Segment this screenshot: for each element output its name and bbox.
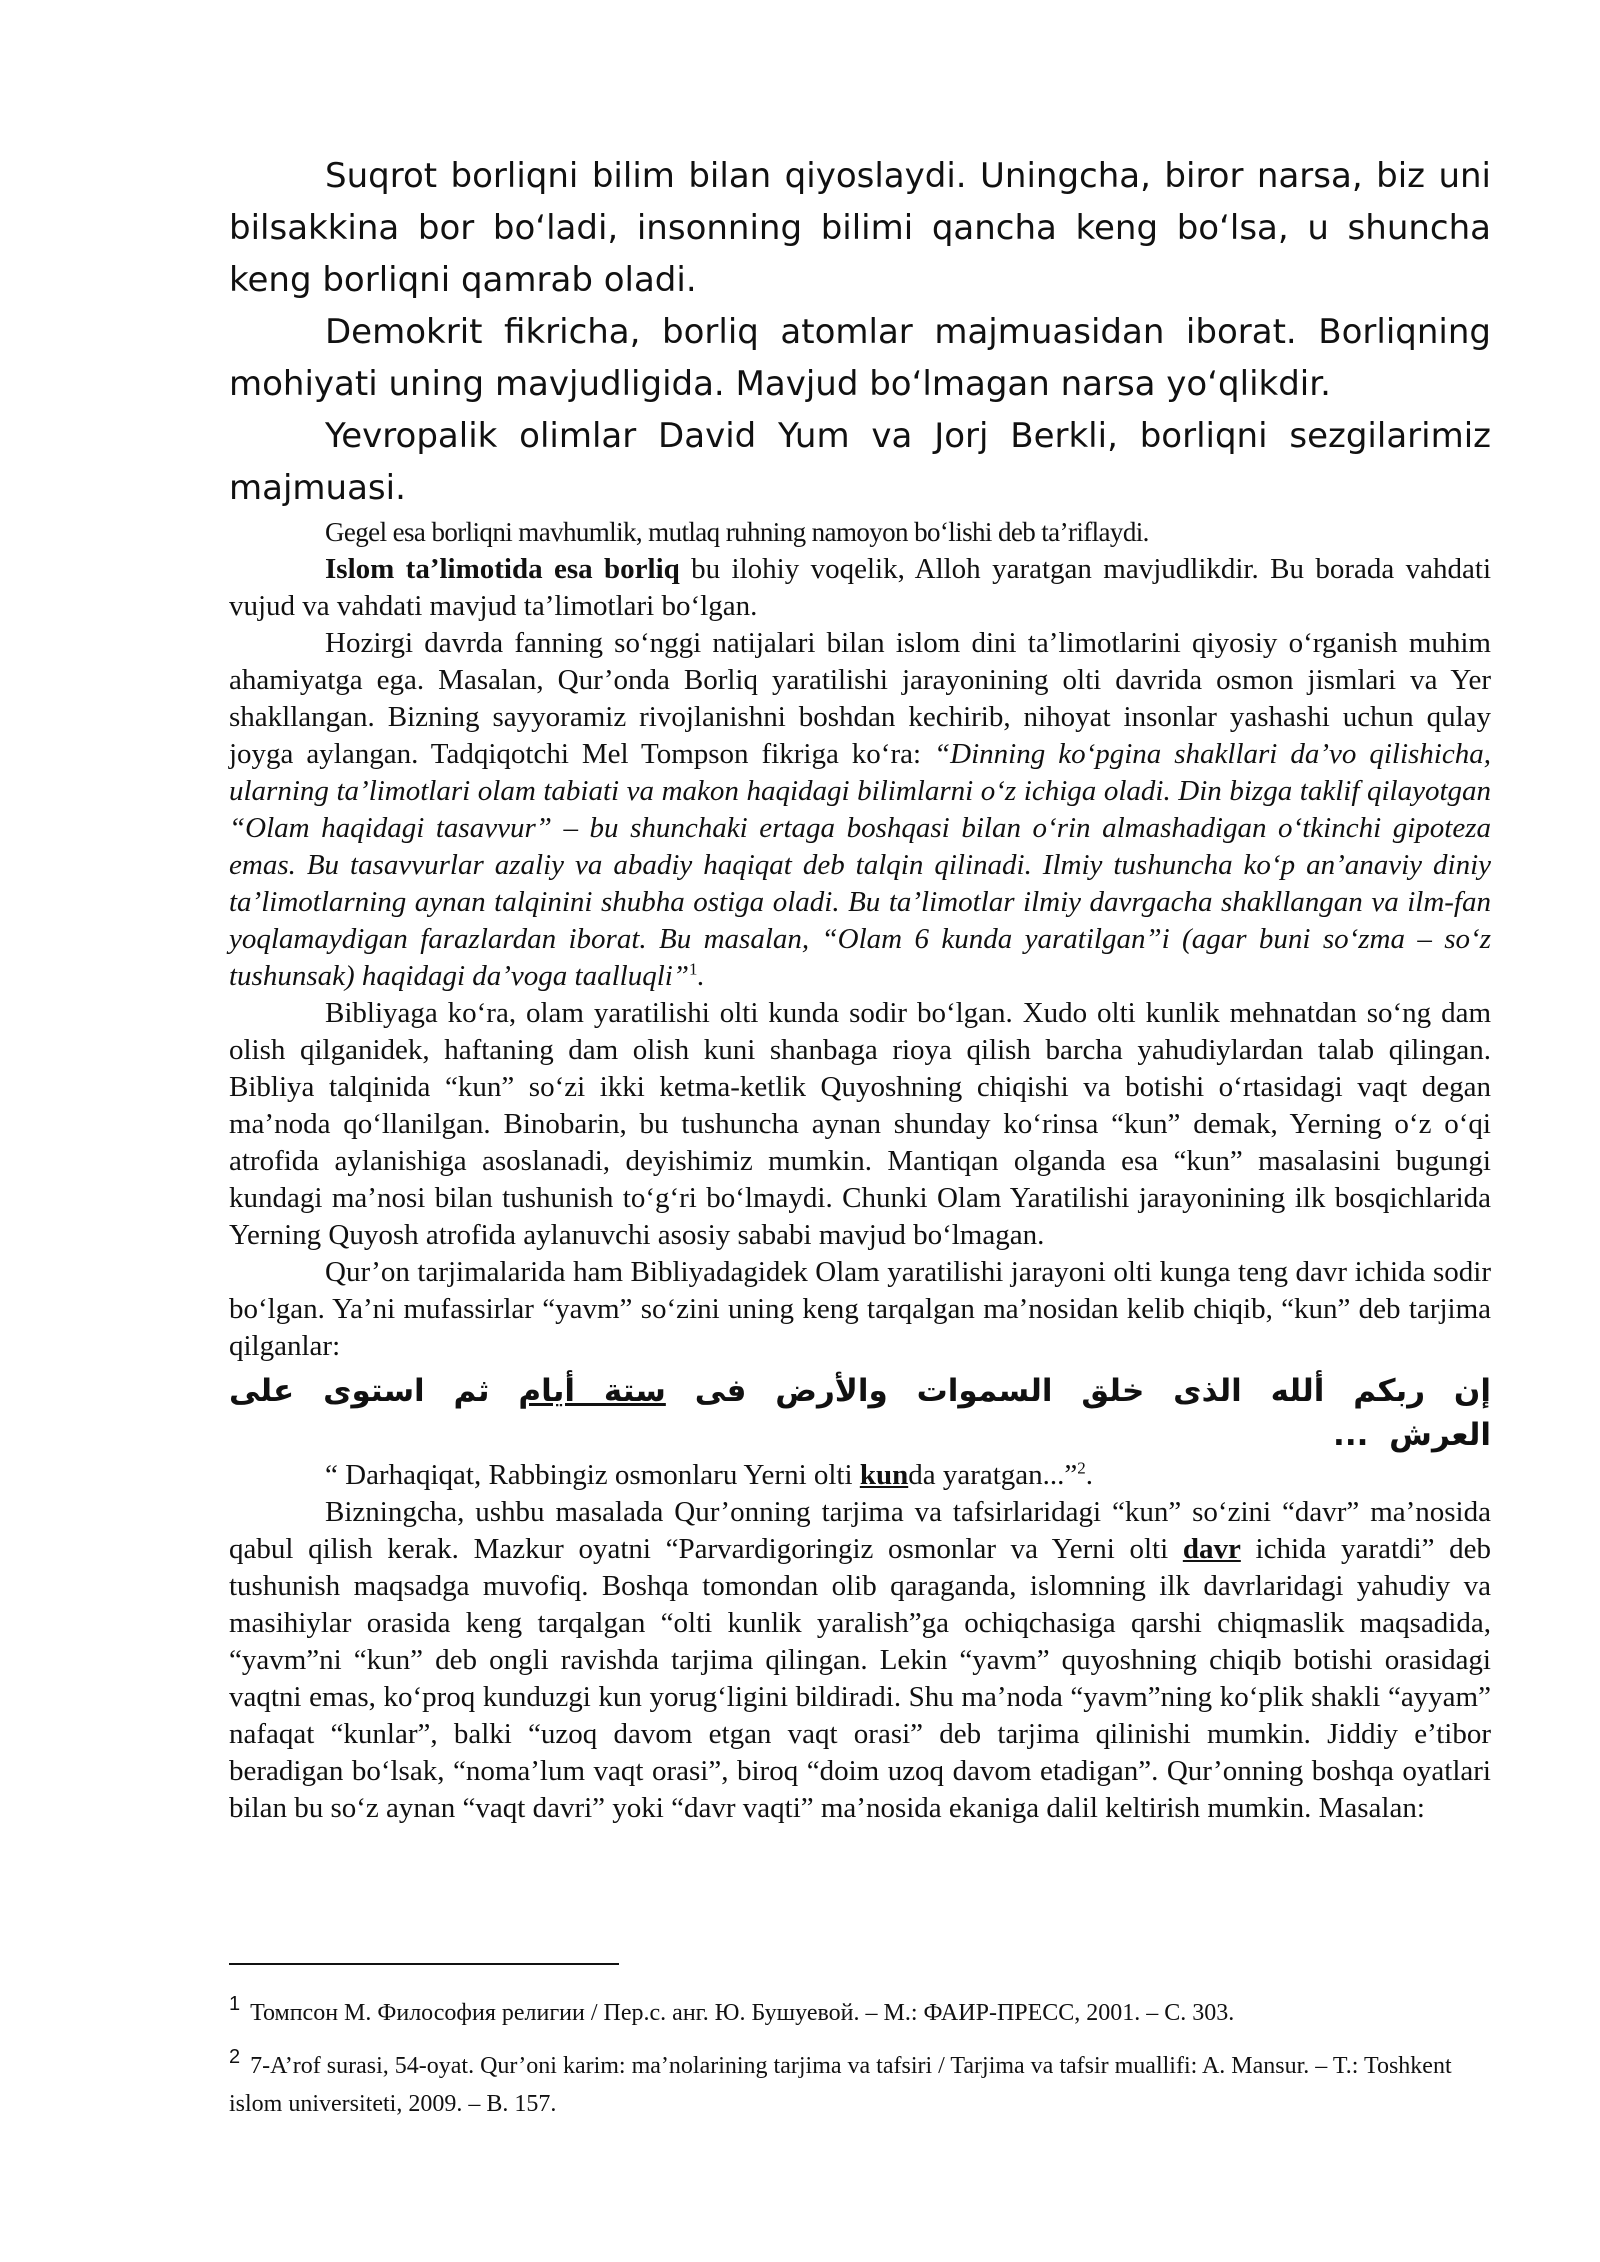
paragraph-islom: Islom ta’limotida esa borliq bu ilohiy voqelik, Alloh yaratgan mavjudlikdir. Bu borada vahdati vujud va vahdati mavjud ta’limotlari bo‘lgan. xyxy=(229,553,1491,622)
paragraph-suqrot: Suqrot borliqni bilim bilan qiyoslaydi. Uningcha, biror narsa, biz uni bilsakkina bor bo‘ladi, insonning bilimi qancha keng bo‘lsa, u shuncha keng borliqni qamrab oladi. xyxy=(229,156,1491,300)
paragraph-hozirgi: Hozirgi davrda fanning so‘nggi natijalari bilan islom dini ta’limotlarini qiyosiy o‘rganish muhim ahamiyatga ega. Masalan, Qur’onda Borliq yaratilishi jarayonining olti davrida osmon jismlari va Yer shakllangan. Bizning sayyoramiz rivojlanishni boshdan kechirib, nihoyat insonlar yashashi uchun qulay joyga aylangan. Tadqiqotchi Mel Tompson fikriga ko‘ra: “Dinning ko‘pgina shakllari da’vo qilishicha, ularning ta’limotlari olam tabiati va makon haqidagi bilimlarni o‘z ichiga oladi. Din bizga taklif qilayotgan “Olam haqidagi tasavvur” – bu shunchaki ertaga boshqasi bilan o‘rin almashadigan o‘tkinchi gipoteza emas. Bu tasavvurlar azaliy va abadiy haqiqat deb talqin qilinadi. Ilmiy tushuncha ko‘p an’anaviy diniy ta’limotlarning aynan talqinini shubha ostiga oladi. Bu ta’limotlar ilmiy davrgacha shakllangan va ilm-fan yoqlamaydigan farazlardan iborat. Bu masalan, “Olam 6 kunda yaratilgan”i (agar buni so‘zma – so‘z tushunsak) haqidagi da’voga taalluqli”$^1$. xyxy=(229,627,1491,992)
verse-translation: “ Darhaqiqat, Rabbingiz osmonlaru Yerni olti kunda yaratgan...”$^2$. xyxy=(325,1458,1094,1491)
paragraph-yevropalik: Yevropalik olimlar David Yum va Jorj Berkli, borliqni sezgilarimiz majmuasi. xyxy=(229,416,1491,508)
paragraph-demokrit: Demokrit fikricha, borliq atomlar majmuasidan iborat. Borliqning mohiyati uning mavjudligida. Mavjud bo‘lmagan narsa yo‘qlikdir. xyxy=(229,312,1491,404)
paragraph-bizningcha: Bizningcha, ushbu masalada Qur’onning tarjima va tafsirlaridagi “kun” so‘zini “davr” ma’nosida qabul qilish kerak. Mazkur oyatni “Parvardigoringiz osmonlar va Yerni olti davr ichida yaratdi” deb tushunish maqsadga muvofiq. Boshqa tomondan olib qaraganda, islomning ilk davrlaridagi yahudiy va masihiylar orasida keng tarqalgan “olti kunlik yaralish”ga ochiqchasiga qarshi chiqmaslik maqsadida, “yavm”ni “kun” deb ongli ravishda tarjima qilingan. Lekin “yavm” quyoshning chiqib botishi orasidagi vaqtni emas, ko‘proq kunduzgi kun yorug‘ligini bildiradi. Shu ma’noda “yavm”ning ko‘plik shakli “ayyam” nafaqat “kunlar”, balki “uzoq davom etgan vaqt orasi” deb tarjima qilinishi mumkin. Jiddiy e’tibor beradigan bo‘lsak, “noma’lum vaqt orasi”, biroq “doim uzoq davom etadigan”. Qur’onning boshqa oyatlari bilan bu so‘z aynan “vaqt davri” yoki “davr vaqti” ma’nosida ekaniga dalil keltirish mumkin. Masalan: xyxy=(229,1496,1491,1824)
footnote-ref-2[interactable]: 2 xyxy=(1077,1458,1086,1478)
footnote-separator xyxy=(229,1963,619,1965)
arabic-verse: إن ربكم ألله الذى خلق السموات والأرض فى ستة أيام ثم استوى على العرش ... xyxy=(229,1373,1491,1453)
footnote-1: $^1$ Томпсон М. Философия религии / Пер.с. анг. Ю. Бушуевой. – М.: ФАИР-ПРЕСС, 2001. – С. 303. xyxy=(229,1993,1235,2026)
underlined-davr: davr xyxy=(1182,1533,1241,1565)
footnotes xyxy=(229,1985,1491,2129)
footnote-ref-1[interactable]: 1 xyxy=(688,959,698,979)
footnote-mark: 2 xyxy=(229,2046,241,2068)
bold-phrase: Islom ta’limotida esa borliq xyxy=(325,553,680,585)
document-body xyxy=(229,150,1491,1827)
arabic-underlined: ستة أيام xyxy=(518,1373,666,1409)
paragraph-bibliya: Bibliyaga ko‘ra, olam yaratilishi olti kunda sodir bo‘lgan. Xudo olti kunlik mehnatdan so‘ng dam olish qilganidek, haftaning dam olish kuni shanbaga rioya qilish barcha yahudiylardan talab qilingan. Bibliya talqinida “kun” so‘zi ikki ketma-ketlik Quyoshning chiqishi va botishi o‘rtasidagi vaqt degan ma’noda qo‘llanilgan. Binobarin, bu tushuncha aynan shunday ko‘rinsa “kun” demak, Yerning o‘z o‘qi atrofida aylanishiga asoslanadi, deyishimiz mumkin. Mantiqan olganda esa “kun” masalasini bugungi kundagi ma’nosi bilan tushunish to‘g‘ri bo‘lmaydi. Chunki Olam Yaratilishi jarayonining ilk bosqichlarida Yerning Quyosh atrofida aylanuvchi asosiy sababi mavjud bo‘lmagan. xyxy=(229,997,1491,1251)
paragraph-quron-tarjima: Qur’on tarjimalarida ham Bibliyadagidek Olam yaratilishi jarayoni olti kunga teng davr ichida sodir bo‘lgan. Ya’ni mufassirlar “yavm” so‘zini uning keng tarqalgan ma’nosidan kelib chiqib, “kun” deb tarjima qilganlar: xyxy=(229,1256,1491,1362)
tompson-quote: “Dinning ko‘pgina shakllari da’vo qilishicha, ularning ta’limotlari olam tabiati va makon haqidagi bilimlarni o‘z ichiga oladi. Din bizga taklif qilayotgan “Olam haqidagi tasavvur” – bu shunchaki ertaga boshqasi bilan o‘rin almashadigan o‘tkinchi gipoteza emas. Bu tasavvurlar azaliy va abadiy haqiqat deb talqin qilinadi. Ilmiy tushuncha ko‘p an’anaviy diniy ta’limotlarning aynan talqinini shubha ostiga oladi. Bu ta’limotlar ilmiy davrgacha shakllangan va ilm-fan yoqlamaydigan farazlardan iborat. Bu masalan, “Olam 6 kunda yaratilgan”i (agar buni so‘zma – so‘z tushunsak) haqidagi da’voga taalluqli” xyxy=(229,738,1491,992)
footnote-2: $^2$ 7-A’rof surasi, 54-oyat. Qur’oni karim: ma’nolarining tarjima va tafsiri / Tarjima va tafsir muallifi: A. Mansur. – T.: Toshkent islom universiteti, 2009. – B. 157. xyxy=(229,2046,1452,2117)
footnote-mark: 1 xyxy=(229,1993,241,2015)
underlined-kun: kun xyxy=(859,1459,909,1491)
paragraph-gegel: Gegel esa borliqni mavhumlik, mutlaq ruhning namoyon bo‘lishi deb ta’riflaydi. xyxy=(325,517,1149,547)
